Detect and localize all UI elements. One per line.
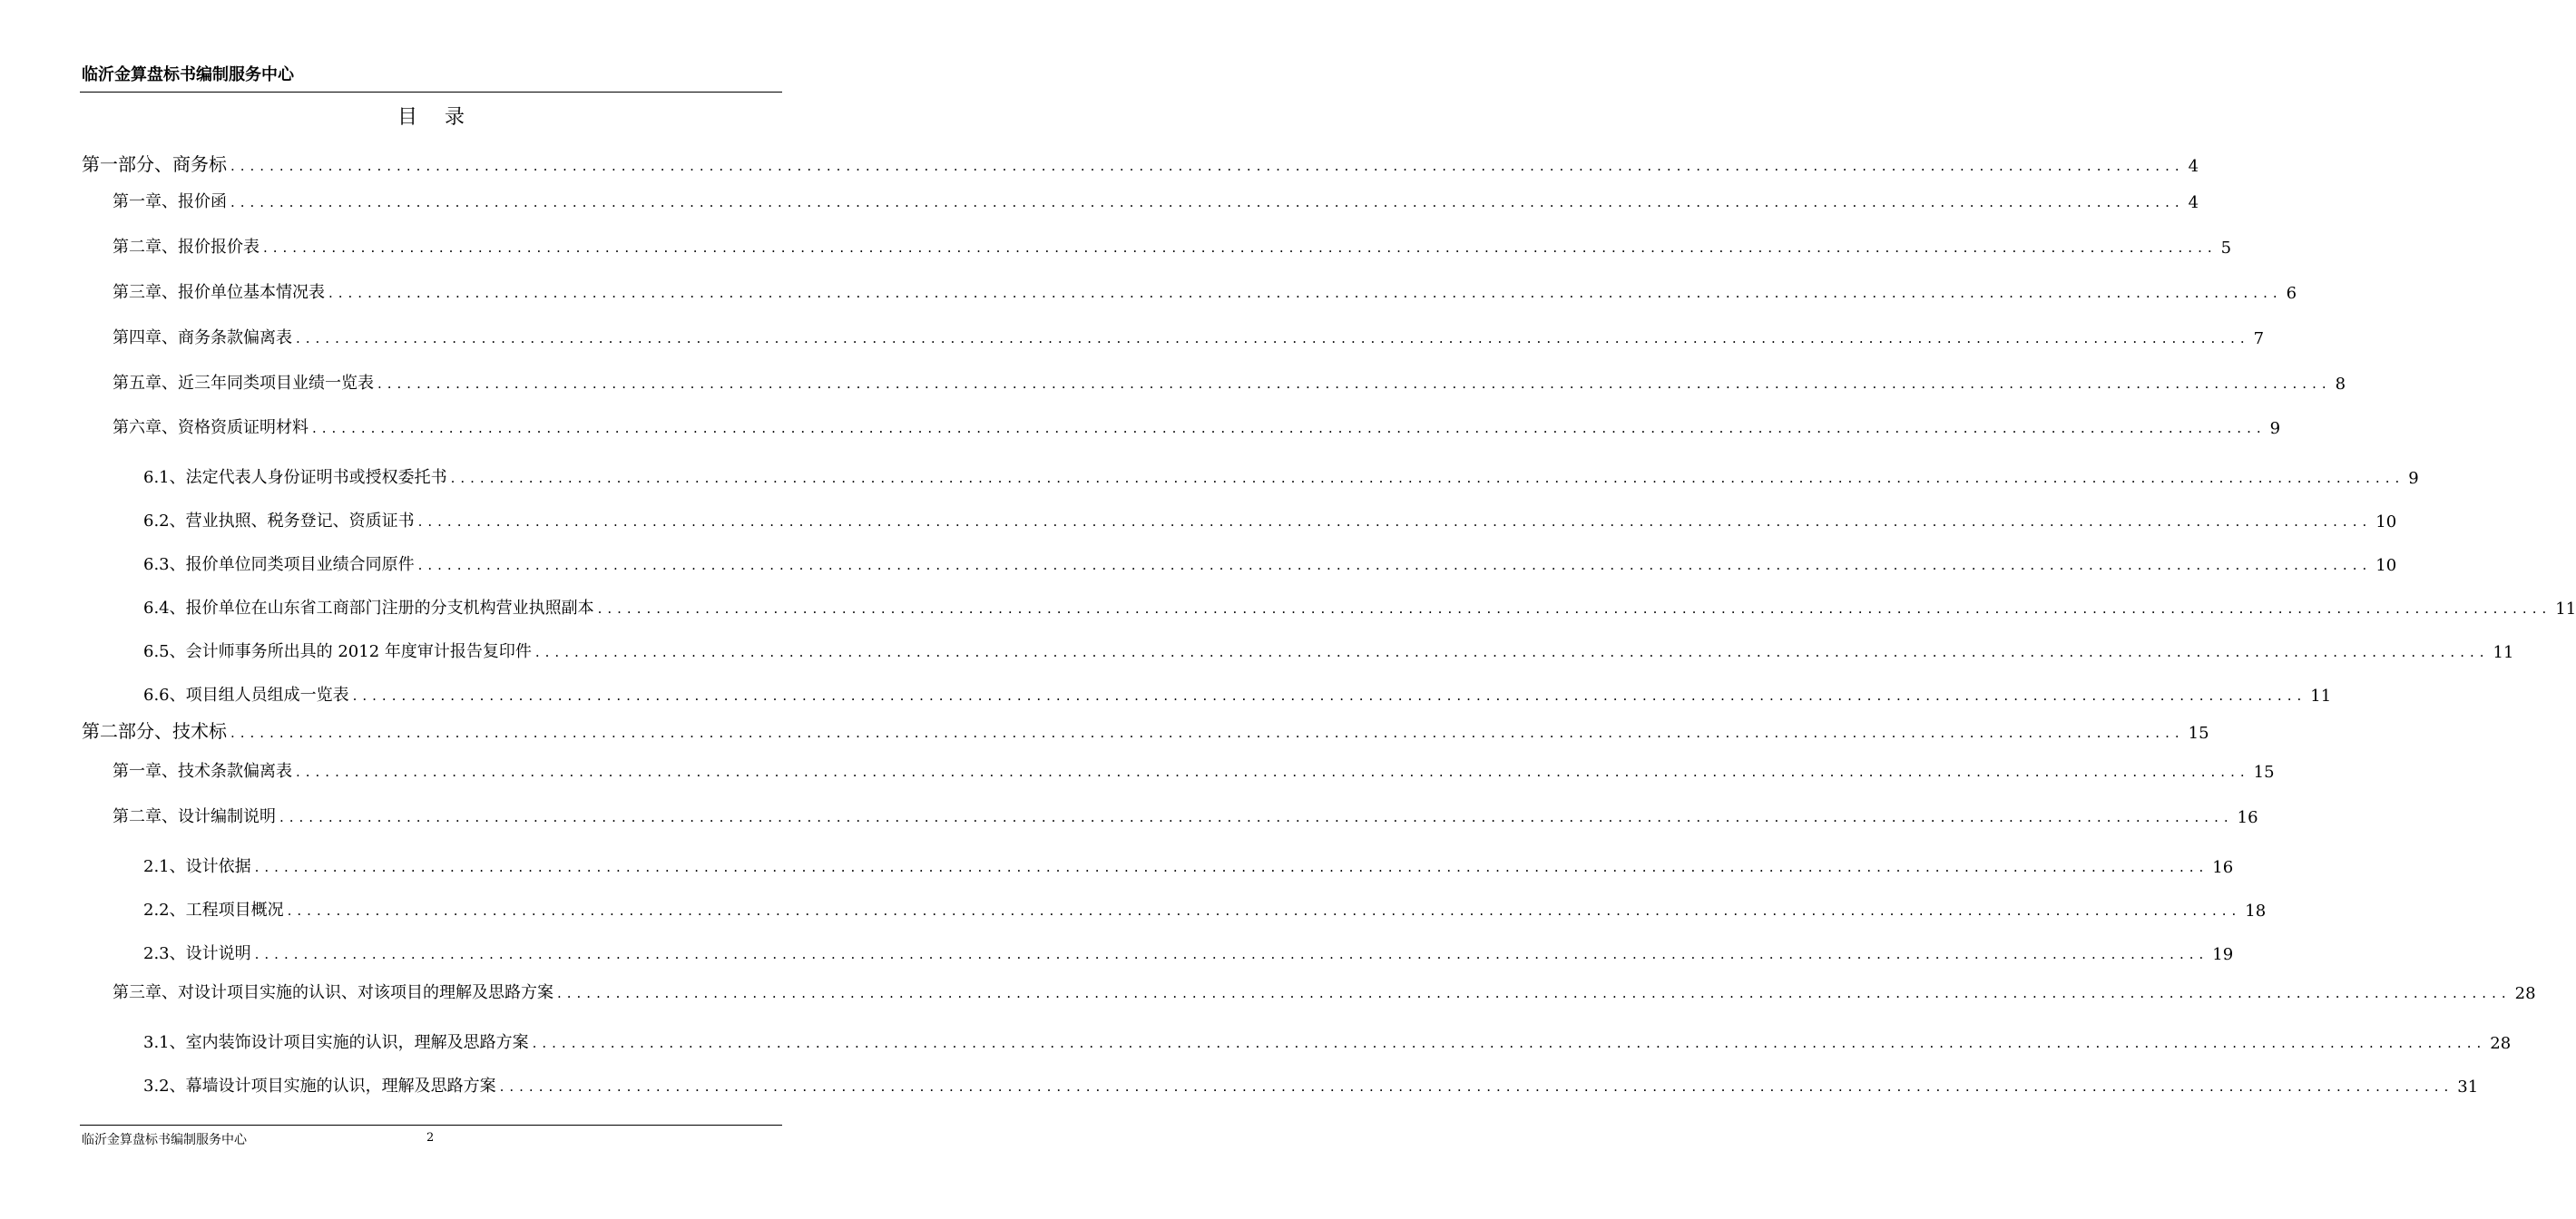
- toc-entry-page: 10: [2375, 512, 2397, 531]
- toc-entry-page: 10: [2375, 556, 2397, 575]
- toc-dot-leader: ........................................................................................................................................................................................................: [499, 1078, 2454, 1095]
- toc-entry[interactable]: [113, 804, 2258, 827]
- toc-entry-page: 4: [2188, 157, 2199, 176]
- toc-entry-label: 6.6、项目组人员组成一览表: [143, 686, 349, 705]
- toc-dot-leader: ........................................................................................................................................................................................................: [532, 1035, 2487, 1051]
- toc-dot-leader: ........................................................................................................................................................................................................: [296, 330, 2250, 346]
- toc-entry-label: 2.2、工程项目概况: [143, 901, 284, 920]
- toc-entry[interactable]: [143, 897, 2267, 921]
- toc-entry[interactable]: [143, 595, 2576, 619]
- toc-dot-leader: ........................................................................................................................................................................................................: [279, 809, 2234, 825]
- toc-entry-page: 28: [2514, 984, 2536, 1003]
- toc-dot-leader: ........................................................................................................................................................................................................: [417, 557, 2373, 573]
- toc-entry-label: 6.5、会计师事务所出具的 2012 年度审计报告复印件: [143, 642, 532, 661]
- toc-entry-label: 第二章、设计编制说明: [113, 807, 276, 826]
- toc-entry-page: 4: [2188, 193, 2199, 212]
- toc-entry-label: 6.4、报价单位在山东省工商部门注册的分支机构营业执照副本: [143, 599, 594, 618]
- toc-dot-leader: ........................................................................................................................................................................................................: [450, 470, 2405, 486]
- toc-entry[interactable]: [113, 279, 2297, 303]
- toc-dot-leader: ........................................................................................................................................................................................................: [377, 375, 2332, 392]
- toc-title: 目录: [397, 106, 492, 129]
- toc-dot-leader: ........................................................................................................................................................................................................: [263, 239, 2218, 256]
- toc-entry-label: 第二部分、技术标: [82, 720, 227, 742]
- toc-entry[interactable]: [143, 1029, 2512, 1053]
- toc-dot-leader: ........................................................................................................................................................................................................: [328, 285, 2283, 301]
- toc-entry[interactable]: [143, 682, 2332, 706]
- toc-entry-page: 9: [2269, 419, 2281, 438]
- toc-dot-leader: ........................................................................................................................................................................................................: [230, 158, 2185, 174]
- toc-dot-leader: ........................................................................................................................................................................................................: [287, 902, 2242, 919]
- toc-dot-leader: ........................................................................................................................................................................................................: [296, 764, 2250, 780]
- toc-entry-page: 11: [2310, 687, 2332, 706]
- toc-entry[interactable]: [143, 551, 2397, 575]
- toc-entry-page: 16: [2212, 858, 2234, 877]
- toc-entry[interactable]: [143, 639, 2514, 662]
- toc-entry-label: 第六章、资格资质证明材料: [113, 418, 309, 437]
- toc-entry-page: 11: [2555, 600, 2576, 619]
- toc-entry[interactable]: [82, 717, 2209, 743]
- toc-entry-page: 9: [2408, 469, 2419, 488]
- toc-dot-leader: ........................................................................................................................................................................................................: [230, 194, 2185, 210]
- toc-entry-page: 5: [2220, 239, 2232, 258]
- toc-entry-page: 19: [2212, 945, 2234, 964]
- toc-entry-page: 16: [2237, 808, 2258, 827]
- toc-dot-leader: ........................................................................................................................................................................................................: [417, 513, 2373, 530]
- toc-entry[interactable]: [143, 508, 2397, 531]
- toc-entry-page: 15: [2188, 724, 2209, 743]
- toc-entry-label: 3.2、幕墙设计项目实施的认识，理解及思路方案: [143, 1077, 496, 1096]
- toc-dot-leader: ........................................................................................................................................................................................................: [597, 600, 2552, 617]
- toc-entry-page: 6: [2286, 284, 2297, 303]
- toc-entry[interactable]: [113, 980, 2536, 1003]
- toc-entry-page: 18: [2245, 902, 2267, 921]
- toc-entry[interactable]: [143, 853, 2234, 877]
- toc-entry-label: 第三章、对设计项目实施的认识、对该项目的理解及思路方案: [113, 983, 553, 1002]
- footer-text: 临沂金算盘标书编制服务中心: [82, 1133, 247, 1147]
- toc-entry-label: 第四章、商务条款偏离表: [113, 328, 292, 347]
- toc-entry-page: 28: [2490, 1034, 2512, 1053]
- toc-entry-label: 第一部分、商务标: [82, 153, 227, 175]
- footer-page-number: 2: [426, 1131, 435, 1145]
- toc-entry[interactable]: [82, 150, 2199, 176]
- toc-dot-leader: ........................................................................................................................................................................................................: [534, 644, 2490, 660]
- toc-entry[interactable]: [113, 189, 2199, 212]
- toc-entry-label: 6.3、报价单位同类项目业绩合同原件: [143, 555, 415, 574]
- toc-dot-leader: ........................................................................................................................................................................................................: [557, 985, 2512, 1001]
- toc-entry-label: 第三章、报价单位基本情况表: [113, 283, 325, 302]
- toc-entry-label: 6.1、法定代表人身份证明书或授权委托书: [143, 468, 447, 487]
- toc-entry[interactable]: [113, 325, 2265, 348]
- toc-dot-leader: ........................................................................................................................................................................................................: [312, 420, 2267, 436]
- toc-entry-label: 第五章、近三年同类项目业绩一览表: [113, 374, 374, 393]
- toc-dot-leader: ........................................................................................................................................................................................................: [254, 859, 2209, 875]
- toc-entry[interactable]: [143, 464, 2419, 488]
- toc-entry-label: 2.1、设计依据: [143, 857, 251, 876]
- toc-entry-page: 8: [2335, 375, 2346, 394]
- toc-entry-page: 15: [2253, 763, 2275, 782]
- toc-dot-leader: ........................................................................................................................................................................................................: [254, 946, 2209, 962]
- toc-entry-label: 3.1、室内装饰设计项目实施的认识，理解及思路方案: [143, 1033, 529, 1052]
- toc-entry[interactable]: [113, 758, 2275, 782]
- toc-dot-leader: ........................................................................................................................................................................................................: [352, 688, 2307, 704]
- toc-entry[interactable]: [113, 234, 2232, 258]
- toc-entry[interactable]: [143, 1073, 2479, 1097]
- toc-entry[interactable]: [113, 370, 2346, 394]
- toc-entry[interactable]: [113, 414, 2281, 438]
- footer-divider: [80, 1125, 782, 1126]
- toc-entry-label: 2.3、设计说明: [143, 944, 251, 963]
- toc-entry-page: 31: [2457, 1078, 2479, 1097]
- toc-entry-label: 第二章、报价报价表: [113, 238, 260, 257]
- toc-entry[interactable]: [143, 941, 2234, 964]
- toc-entry-page: 11: [2493, 643, 2514, 662]
- toc-entry-label: 第一章、报价函: [113, 192, 227, 211]
- toc-dot-leader: ........................................................................................................................................................................................................: [230, 725, 2185, 741]
- header-title: 临沂金算盘标书编制服务中心: [82, 65, 294, 84]
- toc-entry-page: 7: [2253, 329, 2265, 348]
- toc-entry-label: 6.2、营业执照、税务登记、资质证书: [143, 512, 415, 531]
- toc-entry-label: 第一章、技术条款偏离表: [113, 762, 292, 781]
